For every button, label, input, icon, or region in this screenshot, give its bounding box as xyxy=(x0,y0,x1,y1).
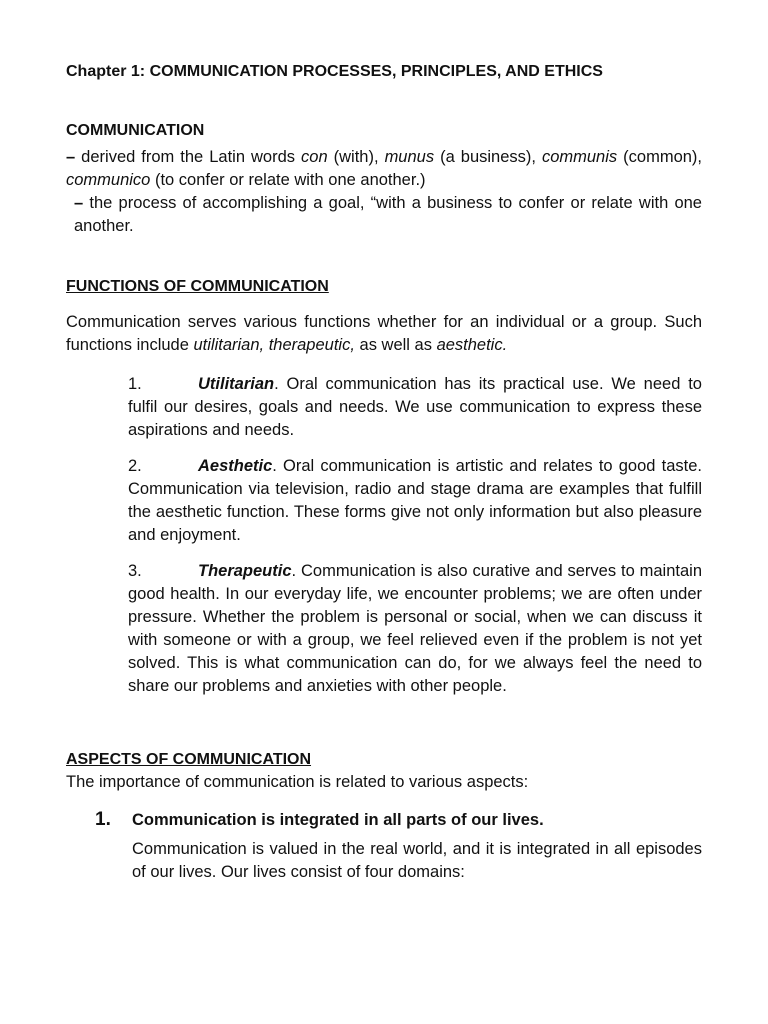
function-number: 1. xyxy=(128,375,142,393)
function-title: Therapeutic xyxy=(198,562,292,580)
communication-definition-2 xyxy=(66,192,702,238)
aspect-body: Communication is valued in the real world, and it is integrated in all episodes of our lives. Our lives consist of four domains: xyxy=(132,840,702,881)
function-number: 2. xyxy=(128,457,142,475)
functions-intro-em-1: utilitarian, therapeutic, xyxy=(193,336,355,354)
def1-text-5: (to confer or relate with one another.) xyxy=(150,171,426,189)
chapter-title: Chapter 1: COMMUNICATION PROCESSES, PRINCIPLES, AND ETHICS xyxy=(66,63,603,80)
communication-heading: COMMUNICATION xyxy=(66,122,205,139)
def2-text: the process of accomplishing a goal, “with a business to confer or relate with one another. xyxy=(74,194,702,235)
latin-word-communis: communis xyxy=(541,148,618,166)
aspect-number: 1. xyxy=(95,809,111,830)
functions-intro xyxy=(66,311,702,357)
document-page xyxy=(66,60,702,884)
def1-text-3: (a business), xyxy=(434,148,542,166)
function-text: . Oral communication has its practical use. We need to fulfil our desires, goals and needs. We use communication to express these aspirations and needs. xyxy=(128,375,702,439)
def1-text-4: (common), xyxy=(617,148,702,166)
function-item-therapeutic xyxy=(128,560,702,698)
functions-list xyxy=(66,373,702,698)
definition-dash: – xyxy=(66,148,76,166)
aspect-title-row xyxy=(95,808,702,832)
communication-definition-1 xyxy=(66,146,702,192)
function-item-aesthetic xyxy=(128,455,702,547)
functions-intro-text-1: Communication serves various functions whether for an individual or a group. Such functions include xyxy=(66,313,702,354)
aspect-item-1 xyxy=(95,808,702,884)
definition-dash: – xyxy=(74,194,84,212)
latin-word-communico: communico xyxy=(66,171,151,189)
aspects-heading: ASPECTS OF COMMUNICATION xyxy=(66,751,312,768)
latin-word-munus: munus xyxy=(384,148,435,166)
def1-text-1: derived from the Latin words xyxy=(75,148,302,166)
functions-intro-text-2: as well as xyxy=(354,336,437,354)
function-title: Aesthetic xyxy=(198,457,273,475)
function-text: . Communication is also curative and serves to maintain good health. In our everyday life, we encounter problems; we are often under pressure. Whether the problem is personal or social, when we can discuss it with someone or with a group, we feel relieved even if the problem is not yet solved. This is what communication can do, for we always feel the need to share our problems and anxieties with other people. xyxy=(128,562,702,695)
function-item-utilitarian xyxy=(128,373,702,442)
def1-text-2: (with), xyxy=(327,148,385,166)
function-text: . Oral communication is artistic and relates to good taste. Communication via television, radio and stage drama are examples that fulfill the aesthetic function. These forms give not only information but also pleasure and enjoyment. xyxy=(128,457,702,544)
functions-intro-em-2: aesthetic. xyxy=(436,336,508,354)
aspect-title: Communication is integrated in all parts of our lives. xyxy=(132,811,544,829)
latin-word-con: con xyxy=(301,148,328,166)
aspects-intro: The importance of communication is related to various aspects: xyxy=(66,773,529,791)
function-number: 3. xyxy=(128,562,142,580)
functions-heading: FUNCTIONS OF COMMUNICATION xyxy=(66,278,329,295)
function-title: Utilitarian xyxy=(198,375,275,393)
